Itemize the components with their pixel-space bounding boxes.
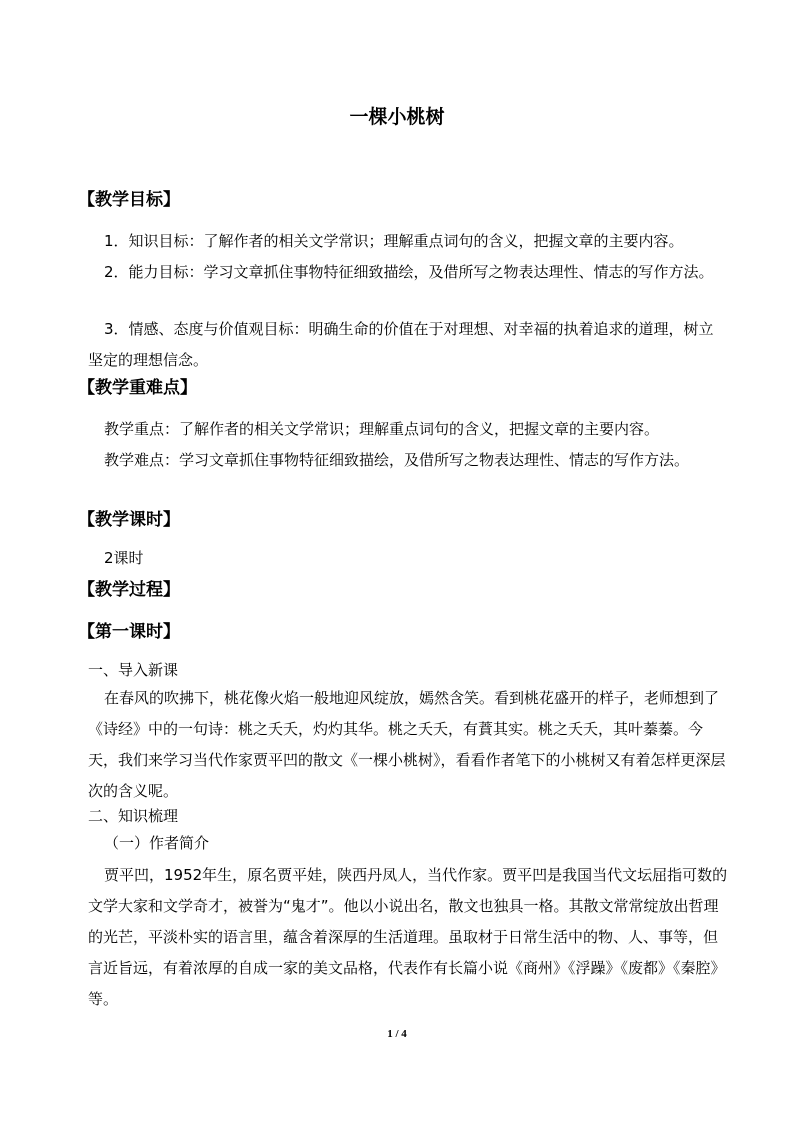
key-difficult-heading: 【教学重难点】 [78,378,197,398]
teaching-goals-heading: 【教学目标】 [78,190,180,210]
teaching-hours-value: 2课时 [104,549,144,567]
page-number: 1 / 4 [387,1028,407,1040]
part2-heading: 二、知识梳理 [88,807,179,825]
document-title: 一棵小桃树 [349,106,445,128]
teaching-hours-heading: 【教学课时】 [78,510,180,530]
author-intro-heading: （一）作者简介 [104,834,210,852]
difficult-point: 教学难点：学习文章抓住事物特征细致描绘，及借所写之物表达理性、情志的写作方法。 [104,451,690,469]
first-lesson-heading: 【第一课时】 [78,622,180,642]
part1-heading: 一、导入新课 [88,661,179,679]
goal-1: 1．知识目标：了解作者的相关文学常识；理解重点词句的含义，把握文章的主要内容。 [104,232,684,250]
author-intro-text: 贾平凹，1952年生，原名贾平娃，陕西丹凤人，当代作家。贾平凹是我国当代文坛屈指可数的文学大家和文学奇才，被誉为“鬼才”。他以小说出名，散文也独具一格。其散文常常绽放出哲理的光芒，平淡朴实的语言里，蕴含着深厚的生活道理。虽取材于日常生活中的物、人、事等，但言近旨远，有着浓厚的自成一家的美文品格，代表作有长篇小说《商州》《浮躁》《废都》《秦腔》等。 [88,866,728,1008]
goal-3: 3．情感、态度与价值观目标：明确生命的价值在于对理想、对幸福的执着追求的道理，树立坚定的理想信念。 [88,320,714,369]
key-point: 教学重点：了解作者的相关文学常识；理解重点词句的含义，把握文章的主要内容。 [104,420,660,438]
goal-2: 2．能力目标：学习文章抓住事物特征细致描绘，及借所写之物表达理性、情志的写作方法。 [104,263,714,281]
teaching-process-heading: 【教学过程】 [78,580,180,600]
part1-text: 在春风的吹拂下，桃花像火焰一般地迎风绽放，嫣然含笑。看到桃花盛开的样子，老师想到了《诗经》中的一句诗：桃之夭夭，灼灼其华。桃之夭夭，有蕡其实。桃之夭夭，其叶蓁蓁。今天，我们来学习当代作家贾平凹的散文《一棵小桃树》，看看作者笔下的小桃树又有着怎样更深层次的含义呢。 [88,689,726,800]
